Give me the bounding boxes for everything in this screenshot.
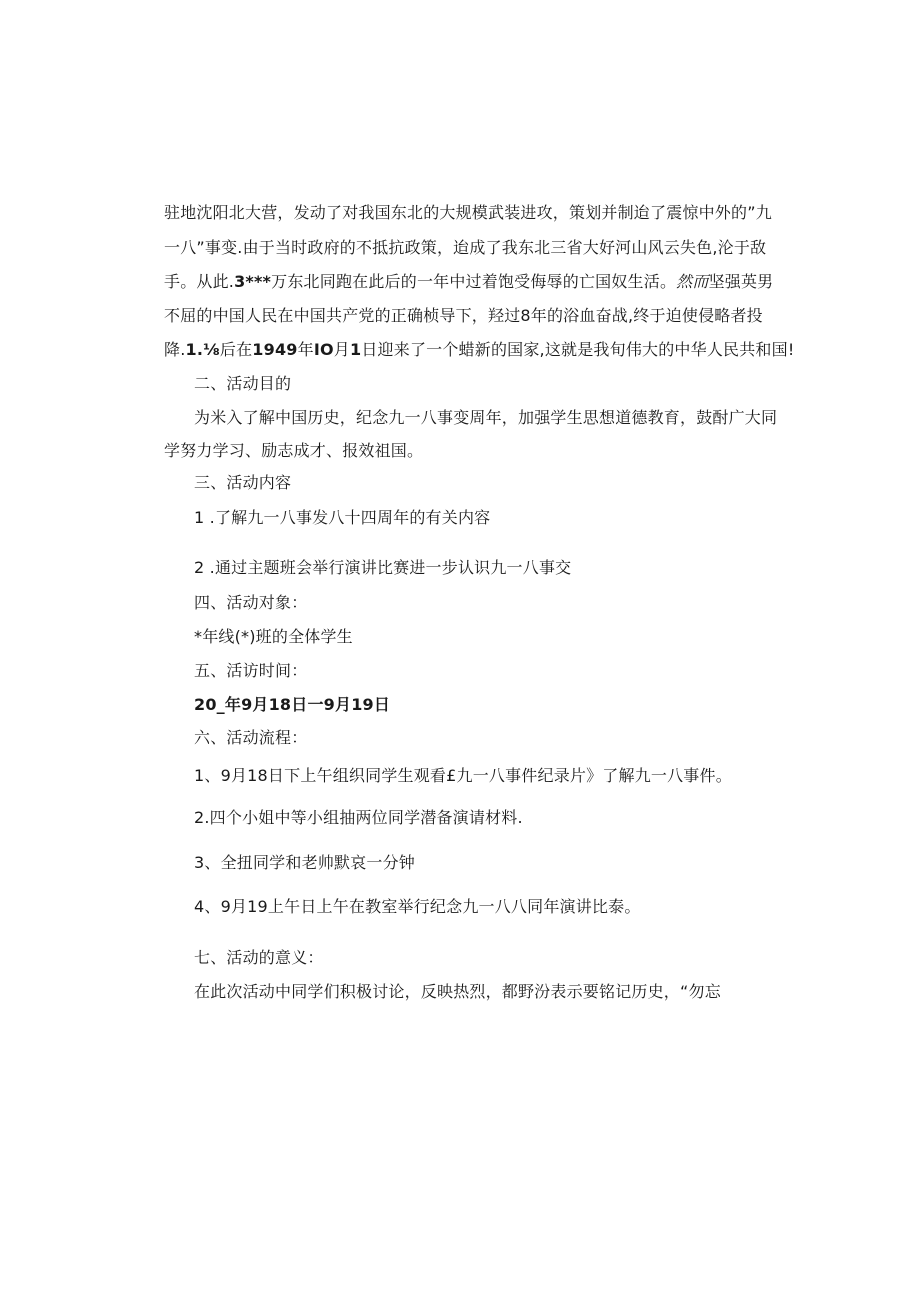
section-5-content: 20_年9月18日一9月19日 [194,695,391,714]
section-3-heading: 三、活动内容 [194,473,292,492]
intro-line-4: 不屈的中国人民在中国共产党的正确桢导下，羟过8年的浴血奋战,终于迫使侵略者投 [164,306,763,325]
section-6-step-3: 3、全扭同学和老帅默哀一分钟 [194,853,415,872]
intro-line-3-part-e: 坚强英男 [708,272,774,291]
intro-line-5-part-g: 月 [333,340,350,359]
intro-line-5-part-e: 年 [297,340,314,359]
section-4-heading: 四、活动对象： [194,593,308,612]
section-7-line-1: 在此次活动中同学们积极讨论，反映热烈，都野汾表示要铭记历史，“勿忘 [194,982,721,1001]
section-7-heading: 七、活动的意义： [194,948,324,967]
intro-line-5-part-b: 1.⅛ [185,340,220,359]
intro-line-5-part-c: 后在 [219,340,253,359]
section-5-heading: 五、活访时间： [194,661,308,680]
intro-line-5-part-i: 日迎来了一个蜡新的国家,这就是我旬伟大的中华人民共和国! [361,340,795,359]
section-6-step-1: 1、9月18日下上午组织同学生观看£九一八事件纪录片》了解九一八事件。 [194,766,732,785]
intro-line-5-part-a: 降. [164,340,186,359]
section-6-step-2: 2.四个小姐中等小组抽两位同学潜备演请材料. [194,808,523,827]
intro-line-3-number: 3*** [234,272,272,291]
intro-line-5-month-num: IO [313,340,334,359]
intro-line-3 [164,272,773,292]
section-6-heading: 六、活动流程： [194,728,308,747]
section-2-heading: 二、活动目的 [194,374,292,393]
section-3-item-2: 2 .通过主题班会举行演讲比赛进一步认识九一八事交 [194,558,572,577]
intro-line-5-year: 1949 [252,340,298,359]
intro-line-3-part-c: 万东北同跑在此后的一年中过着饱受侮辱的亡国奴生活。 [271,272,677,291]
intro-line-2: 一八”事变.由于当时政府的不抵抗政策，迨成了我东北三省大好河山风云失色,沦于敌 [164,238,767,257]
intro-line-3-part-a: 手。从此. [164,272,235,291]
section-6-step-4: 4、9月19上午日上午在教室举行纪念九一八八同年演讲比泰。 [194,897,641,916]
intro-line-3-italic: 然而 [676,272,709,291]
intro-line-1: 驻地沈阳北大营，发动了对我国东北的大规模武装进攻，策划并制迨了震惊中外的”九 [164,203,772,222]
section-3-item-1: 1 .了解九一八事发八十四周年的有关内容 [194,508,491,527]
section-2-line-1: 为米入了解中国历史，纪念九一八事变周年，加强学生思想道德教育，鼓酎广大同 [194,408,778,427]
intro-line-5-day-num: 1 [350,340,362,359]
section-4-content: *年线(*)班的全体学生 [194,627,353,646]
section-2-line-2: 学努力学习、励志成才、报效祖国。 [164,441,424,460]
intro-line-5 [164,340,794,360]
